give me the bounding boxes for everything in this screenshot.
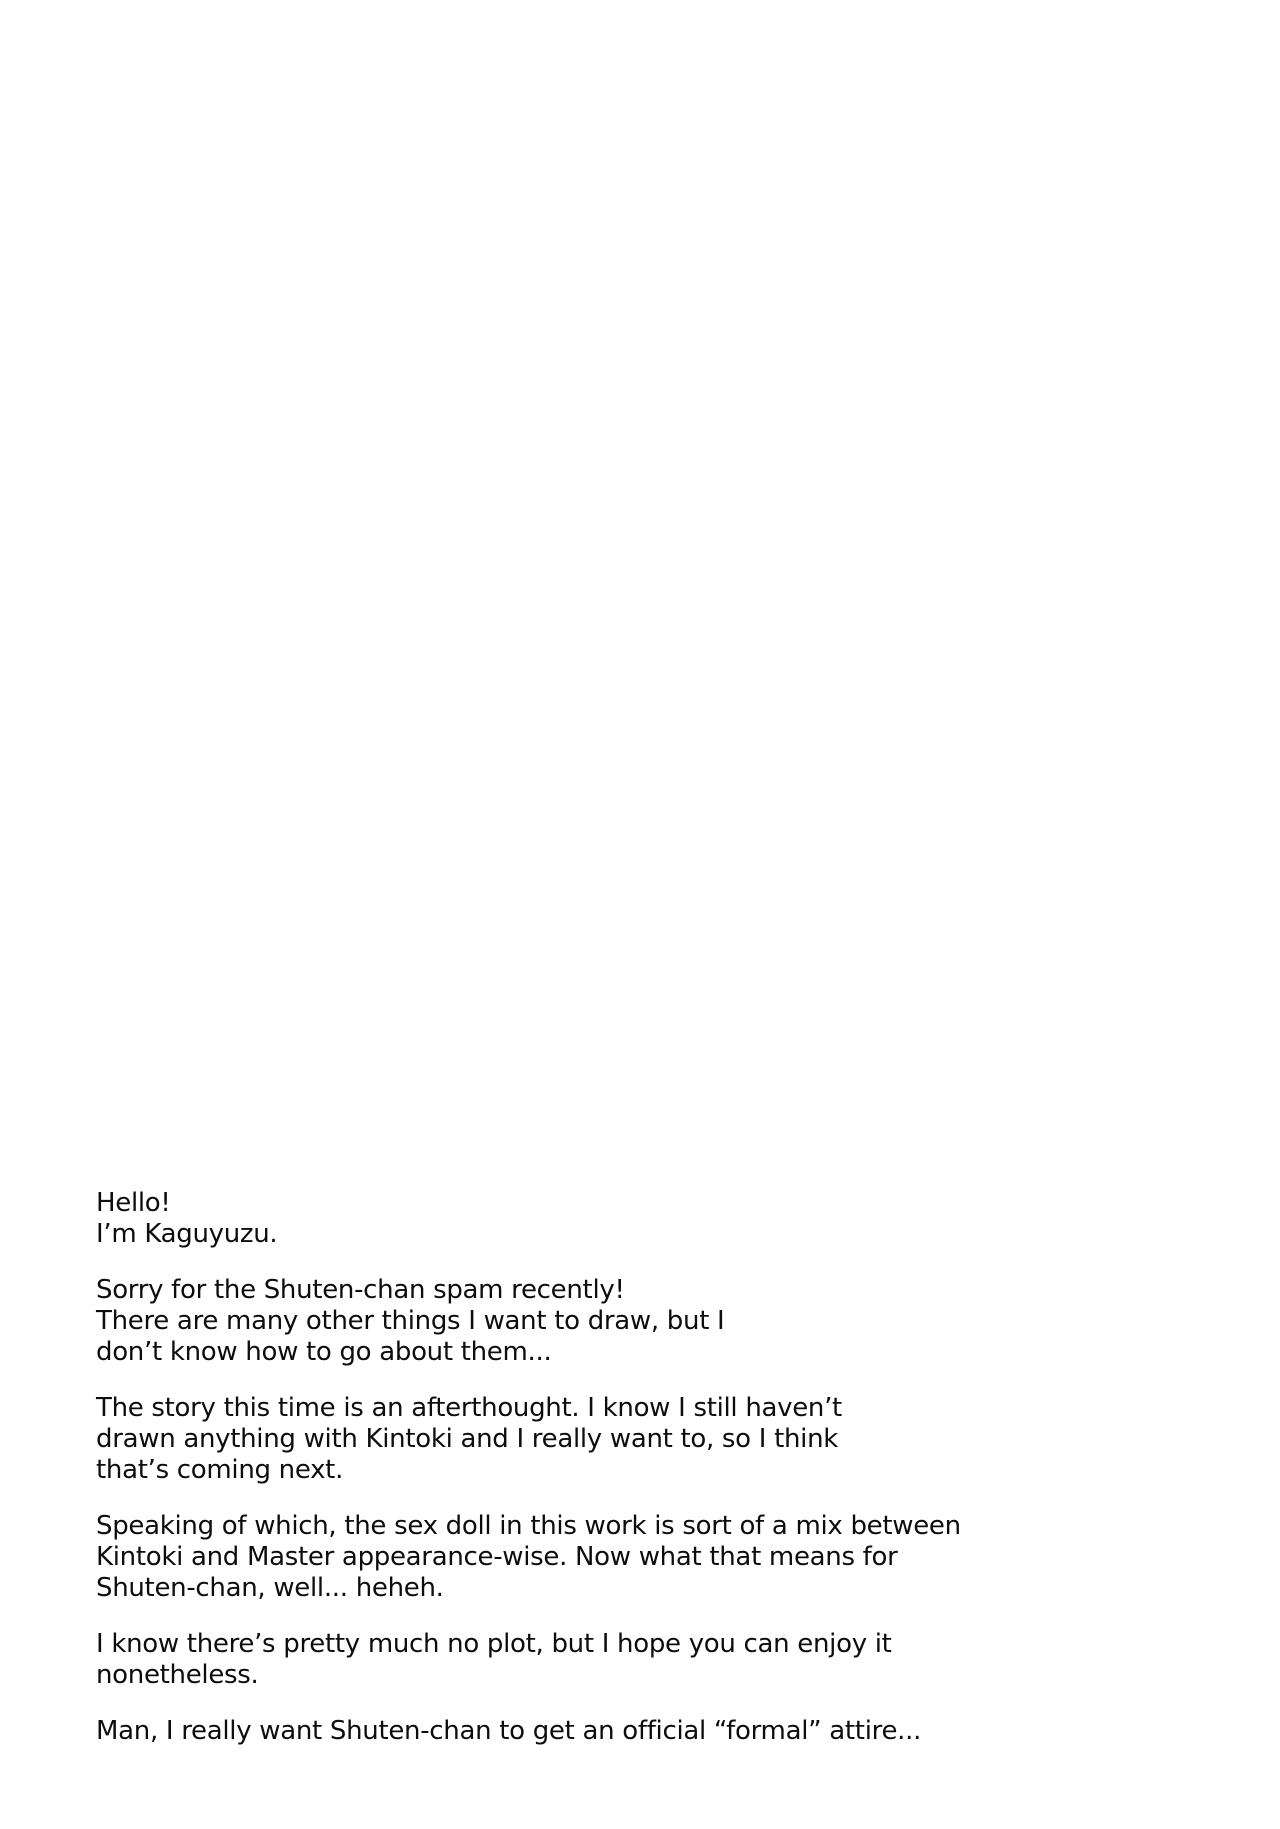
- text-line: drawn anything with Kintoki and I really want to, so I think: [96, 1424, 839, 1454]
- text-line: I know there’s pretty much no plot, but I hope you can enjoy it: [96, 1629, 892, 1659]
- text-line: The story this time is an afterthought. I know I still haven’t: [96, 1393, 842, 1423]
- afterword-text-block: [96, 1188, 1156, 1772]
- text-line: Sorry for the Shuten-chan spam recently!: [96, 1275, 625, 1305]
- text-line: don’t know how to go about them...: [96, 1337, 552, 1367]
- text-line: nonetheless.: [96, 1660, 259, 1690]
- paragraph-doll-note: [96, 1511, 1156, 1604]
- text-line: There are many other things I want to draw, but I: [96, 1306, 725, 1336]
- text-line: I’m Kaguyuzu.: [96, 1219, 278, 1249]
- paragraph-closing-wish: [96, 1716, 1156, 1747]
- text-line: Hello!: [96, 1188, 171, 1218]
- text-line: Man, I really want Shuten-chan to get an official “formal” attire...: [96, 1716, 922, 1746]
- paragraph-greeting: [96, 1188, 1156, 1250]
- paragraph-plot-note: [96, 1629, 1156, 1691]
- text-line: that’s coming next.: [96, 1455, 344, 1485]
- paragraph-apology: [96, 1275, 1156, 1368]
- paragraph-story-note: [96, 1393, 1156, 1486]
- text-line: Shuten-chan, well... heheh.: [96, 1573, 444, 1603]
- text-line: Speaking of which, the sex doll in this work is sort of a mix between: [96, 1511, 961, 1541]
- text-line: Kintoki and Master appearance-wise. Now what that means for: [96, 1542, 898, 1572]
